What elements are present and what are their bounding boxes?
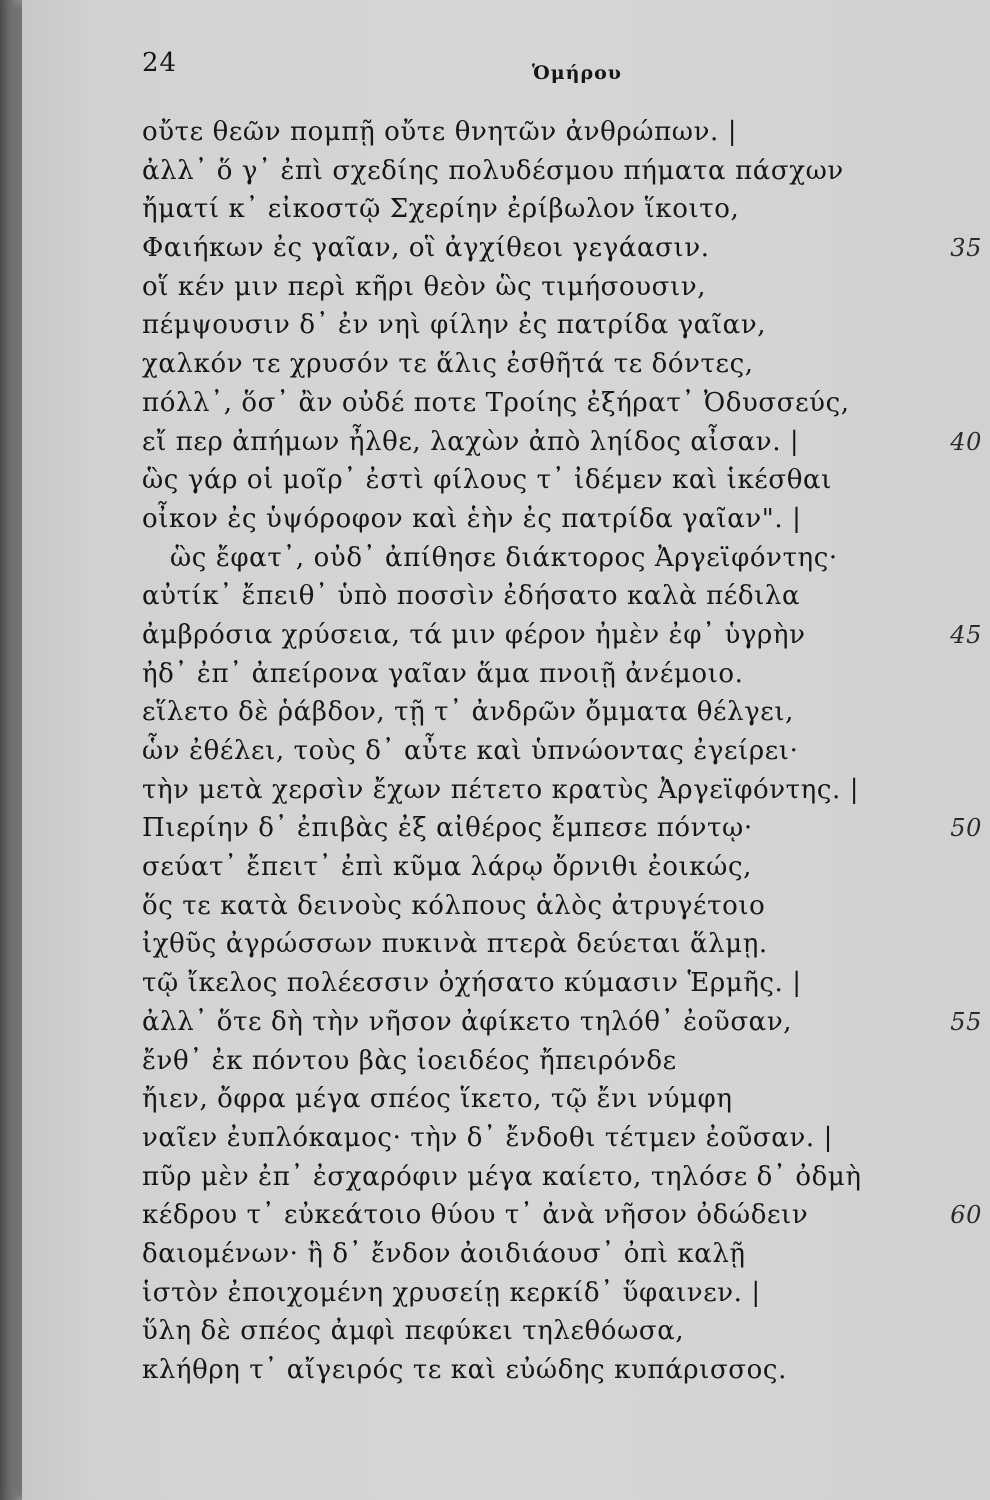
verse-line-text: τῷ ἴκελος πολέεσσιν ὀχήσατο κύμασιν Ἑρμῆς. | xyxy=(142,968,802,999)
verse-line xyxy=(142,152,982,191)
verse-line xyxy=(142,771,982,810)
verse-line-text: ἰχθῦς ἀγρώσσων πυκινὰ πτερὰ δεύεται ἅλμῃ. xyxy=(142,929,768,960)
verse-line xyxy=(142,345,982,384)
verse-line-text: οὔτε θεῶν πομπῇ οὔτε θνητῶν ἀνθρώπων. | xyxy=(142,117,738,147)
line-number: 45 xyxy=(950,620,982,649)
verse-line-text: ὧν ἐθέλει, τοὺς δ᾽ αὖτε καὶ ὑπνώοντας ἐγείρει· xyxy=(142,736,799,766)
verse-line xyxy=(142,1080,982,1119)
verse-line xyxy=(142,1274,982,1313)
verse-line xyxy=(142,1351,982,1390)
verse-line xyxy=(142,693,982,732)
verse-line-text: πῦρ μὲν ἐπ᾽ ἐσχαρόφιν μέγα καίετο, τηλόσε δ᾽ ὀδμὴ xyxy=(142,1161,862,1192)
verse-line-text: ἀλλ᾽ ὅ γ᾽ ἐπὶ σχεδίης πολυδέσμου πήματα πάσχων xyxy=(142,155,844,186)
verse-line-text: ἠδ᾽ ἐπ᾽ ἀπείρονα γαῖαν ἅμα πνοιῇ ἀνέμοιο. xyxy=(142,658,744,689)
verse-line-text: ἔνθ᾽ ἐκ πόντου βὰς ἰοειδέος ἤπειρόνδε xyxy=(142,1045,677,1076)
verse-line xyxy=(142,655,982,694)
verse-line xyxy=(142,461,982,500)
verse-line xyxy=(142,1158,982,1197)
verse-line xyxy=(142,1235,982,1274)
verse-line xyxy=(142,848,982,887)
verse-line xyxy=(142,229,982,268)
verse-line xyxy=(142,384,982,423)
verse-line-text: δαιομένων· ἣ δ᾽ ἔνδον ἀοιδιάουσ᾽ ὀπὶ καλῇ xyxy=(142,1238,746,1269)
verse-line-text: σεύατ᾽ ἔπειτ᾽ ἐπὶ κῦμα λάρῳ ὄρνιθι ἐοικώς, xyxy=(142,852,752,883)
verse-line-text: ὅς τε κατὰ δεινοὺς κόλπους ἁλὸς ἀτρυγέτοιο xyxy=(142,890,766,921)
verse-line xyxy=(142,925,982,964)
verse-line xyxy=(142,1119,982,1158)
verse-line-text: Πιερίην δ᾽ ἐπιβὰς ἐξ αἰθέρος ἔμπεσε πόντῳ· xyxy=(142,813,753,844)
verse-line xyxy=(142,577,982,616)
verse-line xyxy=(142,539,982,578)
verse-line-text: ὕλη δὲ σπέος ἀμφὶ πεφύκει τηλεθόωσα, xyxy=(142,1316,685,1347)
verse-line xyxy=(142,190,982,229)
verse-line-text: ἤιεν, ὄφρα μέγα σπέος ἵκετο, τῷ ἔνι νύμφη xyxy=(142,1084,733,1115)
verse-line-text: ἤματί κ᾽ εἰκοστῷ Σχερίην ἐρίβωλον ἵκοιτο, xyxy=(142,194,740,225)
verse-line-text: κλήθρη τ᾽ αἴγειρός τε καὶ εὐώδης κυπάρισσος. xyxy=(142,1355,787,1385)
line-number: 55 xyxy=(950,1007,982,1036)
verse-line-text: οἵ κέν μιν περὶ κῆρι θεὸν ὣς τιμήσουσιν, xyxy=(142,271,707,302)
verse-line-text: οἶκον ἐς ὑψόροφον καὶ ἑὴν ἐς πατρίδα γαῖαν". | xyxy=(142,503,802,534)
verse-line-text: Φαιήκων ἐς γαῖαν, οἳ ἀγχίθεοι γεγάασιν. xyxy=(142,233,710,264)
running-head: Ὁμήρου xyxy=(532,62,622,84)
verse-line xyxy=(142,268,982,307)
verse-line-text: αὐτίκ᾽ ἔπειθ᾽ ὑπὸ ποσσὶν ἐδήσατο καλὰ πέδιλα xyxy=(142,581,801,612)
verse-line-text: ἀμβρόσια χρύσεια, τά μιν φέρον ἠμὲν ἐφ᾽ ὑγρὴν xyxy=(142,619,806,650)
verse-line xyxy=(142,1312,982,1351)
verse-line-text: ἀλλ᾽ ὅτε δὴ τὴν νῆσον ἀφίκετο τηλόθ᾽ ἐοῦσαν, xyxy=(142,1006,793,1037)
verse-line xyxy=(142,1196,982,1235)
verse-line-text: ὣς γάρ οἱ μοῖρ᾽ ἐστὶ φίλους τ᾽ ἰδέμεν καὶ ἱκέσθαι xyxy=(142,465,832,496)
page-number: 24 xyxy=(142,48,178,78)
verse-line xyxy=(142,809,982,848)
verse-line xyxy=(142,1003,982,1042)
line-number: 60 xyxy=(950,1201,982,1230)
line-number: 40 xyxy=(950,427,982,456)
line-number: 50 xyxy=(950,814,982,843)
verse-line xyxy=(142,113,982,152)
verse-line xyxy=(142,964,982,1003)
verse-line-text: χαλκόν τε χρυσόν τε ἅλις ἐσθῆτά τε δόντες, xyxy=(142,349,754,380)
verse-line-text: κέδρου τ᾽ εὐκεάτοιο θύου τ᾽ ἀνὰ νῆσον ὀδώδειν xyxy=(142,1200,809,1231)
verse-line xyxy=(142,1042,982,1081)
book-page xyxy=(22,0,990,1500)
verse-line-text: εἴ περ ἀπήμων ἦλθε, λαχὼν ἀπὸ ληίδος αἶσαν. | xyxy=(142,426,800,457)
verse-line-text: εἵλετο δὲ ῥάβδον, τῇ τ᾽ ἀνδρῶν ὄμματα θέλγει, xyxy=(142,697,795,728)
verse-line xyxy=(142,616,982,655)
verse-line-text: ὣς ἔφατ᾽, οὐδ᾽ ἀπίθησε διάκτορος Ἀργεϊφόντης· xyxy=(170,542,838,573)
verse-line xyxy=(142,306,982,345)
verse-line xyxy=(142,423,982,462)
verse-text xyxy=(142,113,982,1390)
verse-line xyxy=(142,887,982,926)
line-number: 35 xyxy=(950,234,982,263)
page-gutter-shadow xyxy=(0,0,22,1500)
verse-line xyxy=(142,732,982,771)
verse-line-text: ναῖεν ἐυπλόκαμος· τὴν δ᾽ ἔνδοθι τέτμεν ἐοῦσαν. | xyxy=(142,1122,833,1153)
verse-line-text: πέμψουσιν δ᾽ ἐν νηὶ φίλην ἐς πατρίδα γαῖαν, xyxy=(142,310,767,341)
verse-line-text: τὴν μετὰ χερσὶν ἔχων πέτετο κρατὺς Ἀργεϊφόντης. | xyxy=(142,774,860,805)
verse-line xyxy=(142,500,982,539)
verse-line-text: ἱστὸν ἐποιχομένη χρυσείῃ κερκίδ᾽ ὕφαινεν. | xyxy=(142,1277,761,1308)
verse-line-text: πόλλ᾽, ὅσ᾽ ἂν οὐδέ ποτε Τροίης ἐξήρατ᾽ Ὀδυσσεύς, xyxy=(142,387,850,418)
